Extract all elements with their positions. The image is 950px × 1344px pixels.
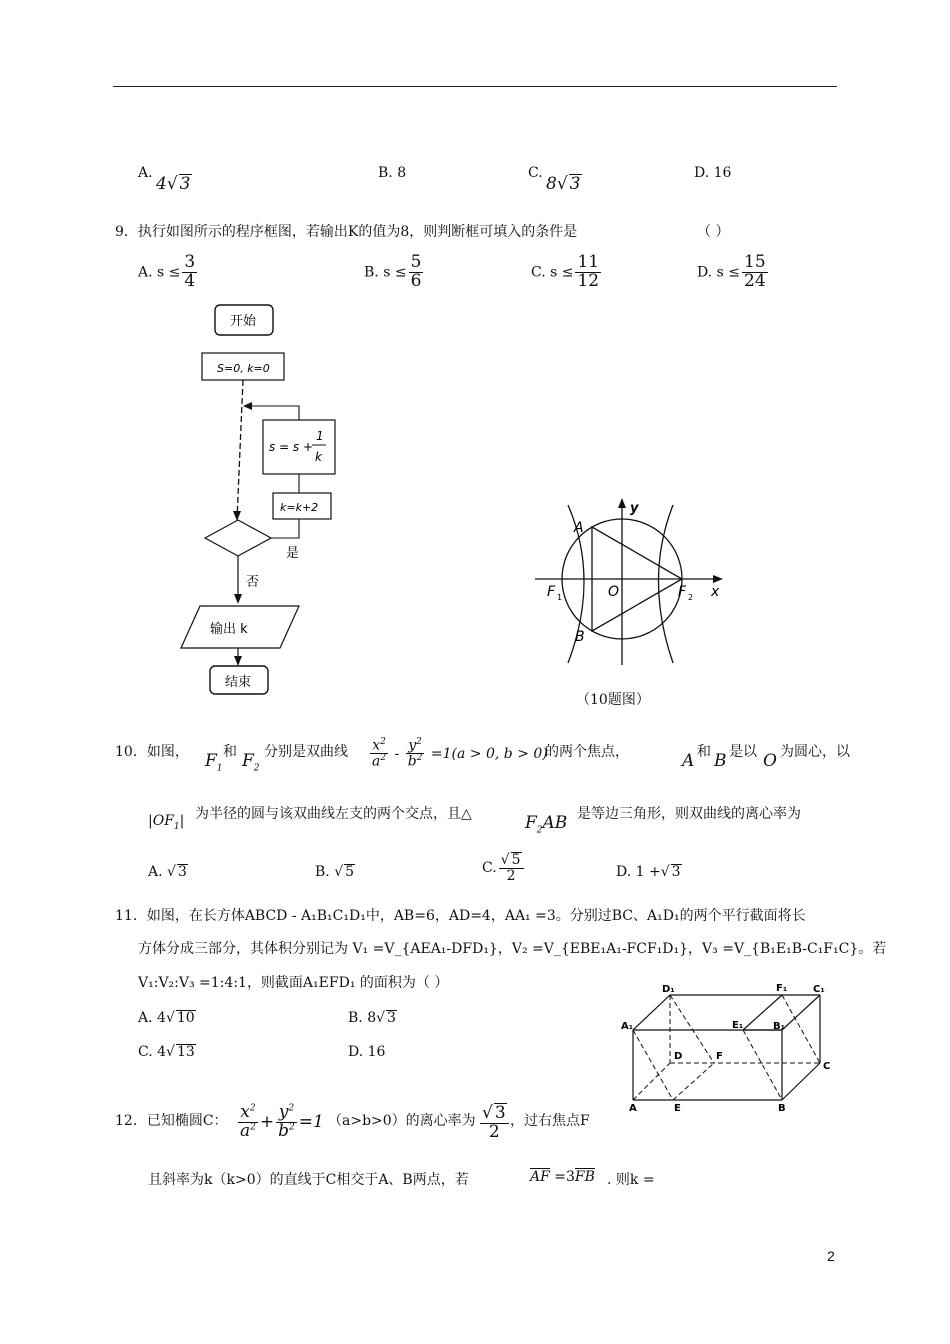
q12-intro: 12．已知椭圆C： (115, 1113, 228, 1129)
flowchart-update-k-text: k=k+2 (280, 501, 319, 514)
label-b: B (575, 629, 585, 645)
q12-line2-end: . 则k = (607, 1172, 655, 1188)
q10-point-o: O (763, 751, 777, 771)
label-x: x (711, 584, 720, 600)
flowchart-decision-diamond (205, 520, 271, 556)
label-f1: F₁ (776, 983, 788, 994)
flowchart-update-s-den: k (315, 450, 322, 464)
label-f1-sub: 1 (557, 593, 563, 602)
q10-point-b: B (714, 751, 727, 771)
q12-vector-relation: AF =3FB (530, 1169, 595, 1185)
flowchart-no-label: 否 (246, 575, 260, 590)
q9-option-c: C. s ≤ $\frac{11}{12}$ (531, 252, 600, 291)
q8-option-d: D. 16 (694, 165, 732, 181)
q9-stem: 9．执行如图所示的程序框图，若输出K的值为8，则判断框可填入的条件是 (115, 224, 578, 240)
q10-line2: 为半径的圆与该双曲线左支的两个交点，且△ (195, 806, 472, 822)
q12-eccentricity: $\frac{√ 3}{2}$ (478, 1103, 511, 1142)
q10-option-b: B. √ 5 (315, 864, 355, 880)
q10-mid2: 的两个焦点， (545, 744, 629, 760)
q11-option-d: D. 16 (348, 1044, 386, 1060)
q10-f2: $F_2$ (242, 751, 260, 774)
q11-line2: 方体分成三部分，其体积分别记为 V₁ =V_{AEA₁-DFD₁}，V₂ =V_{EBE₁A₁-FCF₁D₁}，V₃ =V_{B₁E₁B-C₁F₁C}。若 (138, 941, 887, 957)
q10-intro: 10．如图， (115, 744, 189, 760)
flowchart-update-s-text: s = s + (269, 440, 314, 454)
q8-option-c: C. (528, 165, 543, 181)
flowchart-output-text: 输出 k (210, 622, 248, 637)
label-a: A (574, 520, 584, 536)
flowchart-start-text: 开始 (230, 314, 257, 329)
q10-option-c: C. $\frac{√ 5}{2}$ (482, 852, 526, 884)
q12-condition: （a>b>0）的离心率为 (328, 1113, 476, 1129)
q10-and2: 和 (697, 744, 711, 760)
q10-hyperbola-equation: $\frac{x^2}{a^2}$ - $\frac{y^2}{b^2}$ =1(a > 0, b > 0) (372, 737, 548, 770)
q9-option-d: D. s ≤ $\frac{15}{24}$ (697, 252, 766, 291)
q9-option-b: B. s ≤ $\frac{5}{6}$ (364, 252, 422, 291)
flowchart-update-s-num: 1 (316, 429, 324, 443)
q10-of1: $|OF_1|$ (148, 813, 185, 832)
q8-option-c-value: 8√ 3 (546, 174, 581, 194)
flowchart-yes-label: 是 (286, 546, 300, 561)
q10-option-d: D. 1 +√ 3 (616, 864, 681, 880)
q10-f1: $F_1$ (205, 751, 223, 774)
q10-triangle: $F_2AB$ (525, 813, 568, 836)
label-e1: E₁ (732, 1020, 744, 1031)
flowchart-figure (180, 298, 380, 700)
label-d: D (674, 1051, 683, 1062)
q10-and1: 和 (223, 744, 237, 760)
q11-option-a: A. 4√ 10 (138, 1010, 195, 1026)
label-o: O (608, 584, 620, 600)
label-a: A (629, 1103, 637, 1114)
page-number: 2 (827, 1248, 835, 1264)
q10-mid3: 是以 (729, 744, 757, 760)
q10-mid4: 为圆心，以 (780, 744, 850, 760)
q10-mid1: 分别是双曲线 (264, 744, 348, 760)
q8-option-a: A. (138, 165, 153, 181)
q11-line3: V₁:V₂:V₃ =1:4:1，则截面A₁EFD₁ 的面积为（ ） (138, 975, 449, 991)
figure-11-cuboid (618, 983, 840, 1118)
figure-10-caption: （10题图） (576, 692, 650, 708)
q12-line2: 且斜率为k（k>0）的直线于C相交于A、B两点，若 (148, 1172, 469, 1188)
label-f2-sub: 2 (688, 593, 694, 602)
label-f: F (716, 1051, 723, 1062)
q11-option-b: B. 8√ 3 (348, 1010, 396, 1026)
label-y: y (630, 501, 639, 516)
q11-line1: 11．如图，在长方体ABCD - A₁B₁C₁D₁中，AB=6，AD=4，AA₁ =3。分别过BC、A₁D₁的两个平行截面将长 (115, 908, 806, 924)
q9-option-a: A. s ≤ $\frac{3}{4}$ (138, 252, 196, 291)
flowchart-end-text: 结束 (225, 675, 252, 690)
q8-option-a-value: 4√ 3 (156, 174, 191, 194)
label-b1: B₁ (773, 1021, 786, 1032)
label-e: E (674, 1103, 681, 1114)
label-f1: F (547, 584, 556, 600)
label-b: B (778, 1103, 786, 1114)
q12-post: ，过右焦点F (510, 1113, 590, 1129)
hyperbola-right-branch (659, 505, 674, 663)
header-rule (113, 86, 837, 87)
q9-answer-paren: （ ） (697, 224, 730, 240)
q10-line2-end: 是等边三角形，则双曲线的离心率为 (577, 806, 801, 822)
figure-10-hyperbola (530, 495, 730, 675)
label-d1: D₁ (662, 984, 675, 995)
q10-point-a: A (682, 751, 695, 771)
label-c1: C₁ (813, 984, 825, 995)
flowchart-init-text: S=0, k=0 (217, 362, 270, 375)
q12-ellipse-equation: $\frac{x^2}{a^2}$ + $\frac{y^2}{b^2}$ =1 (240, 1102, 324, 1141)
label-a1: A₁ (621, 1021, 634, 1032)
q11-option-c: C. 4√ 13 (138, 1044, 195, 1060)
q8-option-b: B. 8 (378, 165, 407, 181)
label-f2: F (678, 584, 687, 600)
q10-option-a: A. √ 3 (148, 864, 187, 880)
label-c: C (823, 1061, 831, 1072)
